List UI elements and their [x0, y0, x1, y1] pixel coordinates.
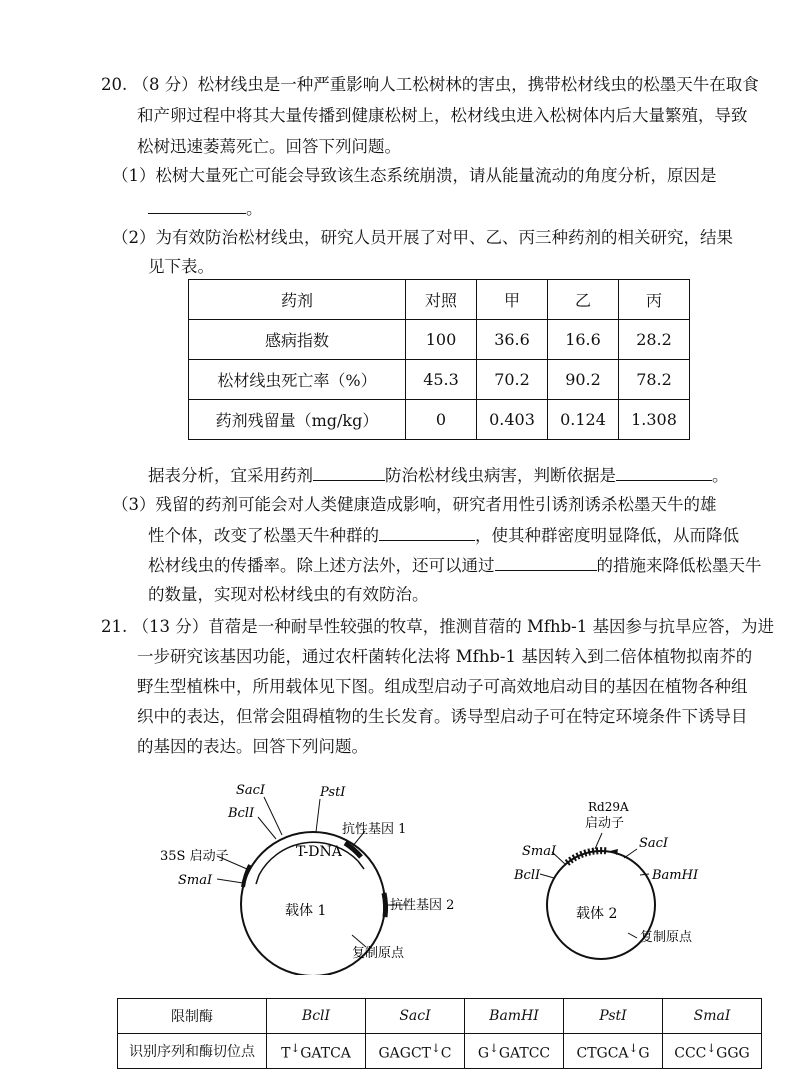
- answer-blank[interactable]: [495, 552, 597, 571]
- vector1-tdna-label: T-DNA: [296, 844, 342, 860]
- vector2-label: 复制原点: [640, 930, 693, 945]
- table-row: 感病指数 100 36.6 16.6 28.2: [189, 320, 690, 360]
- vector1-label: SmaI: [178, 873, 213, 888]
- table-row: 药剂残留量（mg/kg） 0 0.403 0.124 1.308: [189, 400, 690, 440]
- q20-part3-line2: 性个体，改变了松墨天牛种群的 ，使其种群密度明显降低，从而降低: [148, 522, 739, 549]
- vector1-plasmid: [160, 783, 454, 975]
- cut-site-cell: T↓GATCA: [267, 1034, 366, 1069]
- q20-part1: （1）松树大量死亡可能会导致该生态系统崩溃，请从能量流动的角度分析，原因是: [112, 166, 717, 185]
- vector2-label: SacI: [639, 836, 669, 851]
- vector1-label: BclI: [228, 806, 255, 821]
- answer-blank[interactable]: [616, 462, 712, 481]
- restriction-enzyme-table: [117, 998, 762, 1069]
- vector1-name: 载体 1: [285, 903, 327, 919]
- answer-blank[interactable]: [148, 195, 246, 214]
- q20-table-analysis: 据表分析，宜采用药剂 防治松材线虫病害，判断依据是 。: [148, 462, 729, 489]
- vector2-plasmid: [513, 800, 699, 959]
- q21-stem-line5: 的基因的表达。回答下列问题。: [137, 737, 368, 756]
- drug-results-table: [188, 279, 690, 440]
- q20-part3-line3: 松材线虫的传播率。除上述方法外，还可以通过 的措施来降低松墨天牛: [148, 552, 762, 579]
- q20-stem-line3: 松树迅速萎蔫死亡。回答下列问题。: [137, 137, 401, 156]
- vector2-label: 启动子: [585, 816, 625, 831]
- q20-part2-line2: 见下表。: [148, 257, 214, 276]
- table-row: 识别序列和酶切位点 T↓GATCA GAGCT↓C G↓GATCC CTGCA↓G CCC↓GGG: [118, 1034, 762, 1069]
- q20-part3: （3）残留的药剂可能会对人类健康造成影响，研究者用性引诱剂诱杀松墨天牛的雄: [112, 495, 717, 514]
- q21-stem-line3: 野生型植株中，所用载体见下图。组成型启动子可高效地启动目的基因在植物各种组: [137, 677, 748, 696]
- vector2-name: 载体 2: [576, 906, 618, 922]
- q20-stem-line1: 20. （8 分）松材线虫是一种严重影响人工松树林的害虫，携带松材线虫的松墨天牛在取食: [101, 75, 759, 94]
- cut-site-cell: GAGCT↓C: [366, 1034, 465, 1069]
- vector1-label: SacI: [236, 783, 266, 798]
- vector1-label: 35S 启动子: [160, 849, 229, 864]
- vector1-label: 抗性基因 2: [390, 898, 455, 913]
- q20-part1-answer: 。: [148, 195, 263, 222]
- vector-diagram: [0, 775, 800, 975]
- q21-stem-line4: 织中的表达，但常会阻碍植物的生长发育。诱导型启动子可在特定环境条件下诱导目: [137, 707, 748, 726]
- table-row: 松材线虫死亡率（%） 45.3 70.2 90.2 78.2: [189, 360, 690, 400]
- vector1-label: 抗性基因 1: [342, 822, 407, 837]
- q21-stem-line1: 21. （13 分）苜蓿是一种耐旱性较强的牧草，推测苜蓿的 Mfhb-1 基因参与抗旱应答，为进: [101, 617, 775, 636]
- q21-stem-line2: 一步研究该基因功能，通过农杆菌转化法将 Mfhb-1 基因转入到二倍体植物拟南芥的: [137, 647, 753, 666]
- table-row: 限制酶 BclI SacI BamHI PstI SmaI: [118, 999, 762, 1034]
- answer-blank[interactable]: [313, 462, 385, 481]
- vector2-label: BclI: [514, 868, 541, 883]
- cut-site-cell: CCC↓GGG: [663, 1034, 762, 1069]
- answer-blank[interactable]: [379, 522, 475, 541]
- vector2-label: BamHI: [652, 868, 699, 883]
- vector2-label: Rd29A: [588, 800, 629, 814]
- q20-part2: （2）为有效防治松材线虫，研究人员开展了对甲、乙、丙三种药剂的相关研究，结果: [112, 228, 733, 247]
- q20-part3-line4: 的数量，实现对松材线虫的有效防治。: [148, 585, 429, 604]
- table-header-row: 药剂 对照 甲 乙 丙: [189, 280, 690, 320]
- cut-site-cell: CTGCA↓G: [564, 1034, 663, 1069]
- cut-site-cell: G↓GATCC: [465, 1034, 564, 1069]
- vector2-label: SmaI: [522, 844, 557, 859]
- vector1-label: 复制原点: [352, 946, 405, 961]
- q20-stem-line2: 和产卵过程中将其大量传播到健康松树上，松材线虫进入松树体内后大量繁殖，导致: [137, 106, 748, 125]
- vector1-label: PstI: [320, 785, 346, 800]
